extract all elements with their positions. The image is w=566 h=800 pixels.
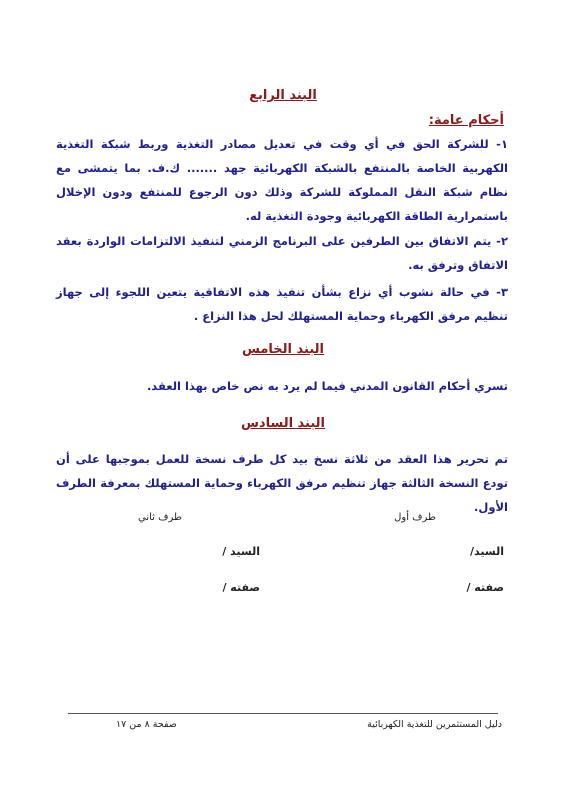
party2-label: طرف ثاني [138, 512, 182, 523]
party2-title-field: صفته / [222, 581, 260, 594]
clause-3: ٣- في حالة نشوب أي نزاع بشأن تنفيذ هذه الاتفاقية يتعين اللجوء إلى جهاز تنظيم مرفق الكهرباء وحماية المستهلك لحل هذا النزاع . [56, 285, 508, 323]
party1-title-field: صفته / [466, 581, 504, 594]
party2-name-field: السيد / [222, 545, 260, 558]
party1-label: طرف أول [394, 512, 436, 523]
clause-1: ١- للشركة الحق في أي وقت في تعديل مصادر التغذية وربط شبكة التغذية الكهربية الخاصة بالمنتفع بالشبكة الكهربائية جهد ....... ك.ف. بما يتمشى مع نظام شبكة النقل المملوكة للشركة وذلك دون الرجوع للمنتفع ودون الإخلال باستمرارية الطاقة الكهربائية وجودة التغذية له. [56, 137, 508, 223]
section6-title: البند السادس [240, 416, 326, 431]
section5-title: البند الخامس [242, 342, 324, 357]
section4-title: البند الرابع [249, 88, 317, 103]
footer-page-number: صفحة ٨ من ١٧ [116, 719, 177, 730]
section6-text: تم تحرير هذا العقد من ثلاثة نسخ بيد كل طرف نسخة للعمل بموجبها على أن تودع النسخة الثالثة جهاز تنظيم مرفق الكهرباء وحماية المستهلك بمعرفة الطرف الأول. [56, 452, 508, 514]
footer-guide-title: دليل المستثمرين للتغذية الكهربائية [367, 719, 502, 730]
clause-2: ٢- يتم الاتفاق بين الطرفين على البرنامج الزمني لتنفيذ الالتزامات الواردة بعقد الاتفاق وترفق به. [56, 234, 508, 272]
party1-name-field: السيد/ [470, 545, 504, 558]
footer-divider [68, 713, 498, 714]
general-provisions-subtitle: أحكام عامة: [428, 113, 504, 128]
section5-text: تسري أحكام القانون المدني فيما لم يرد به نص خاص بهذا العقد. [146, 379, 508, 393]
